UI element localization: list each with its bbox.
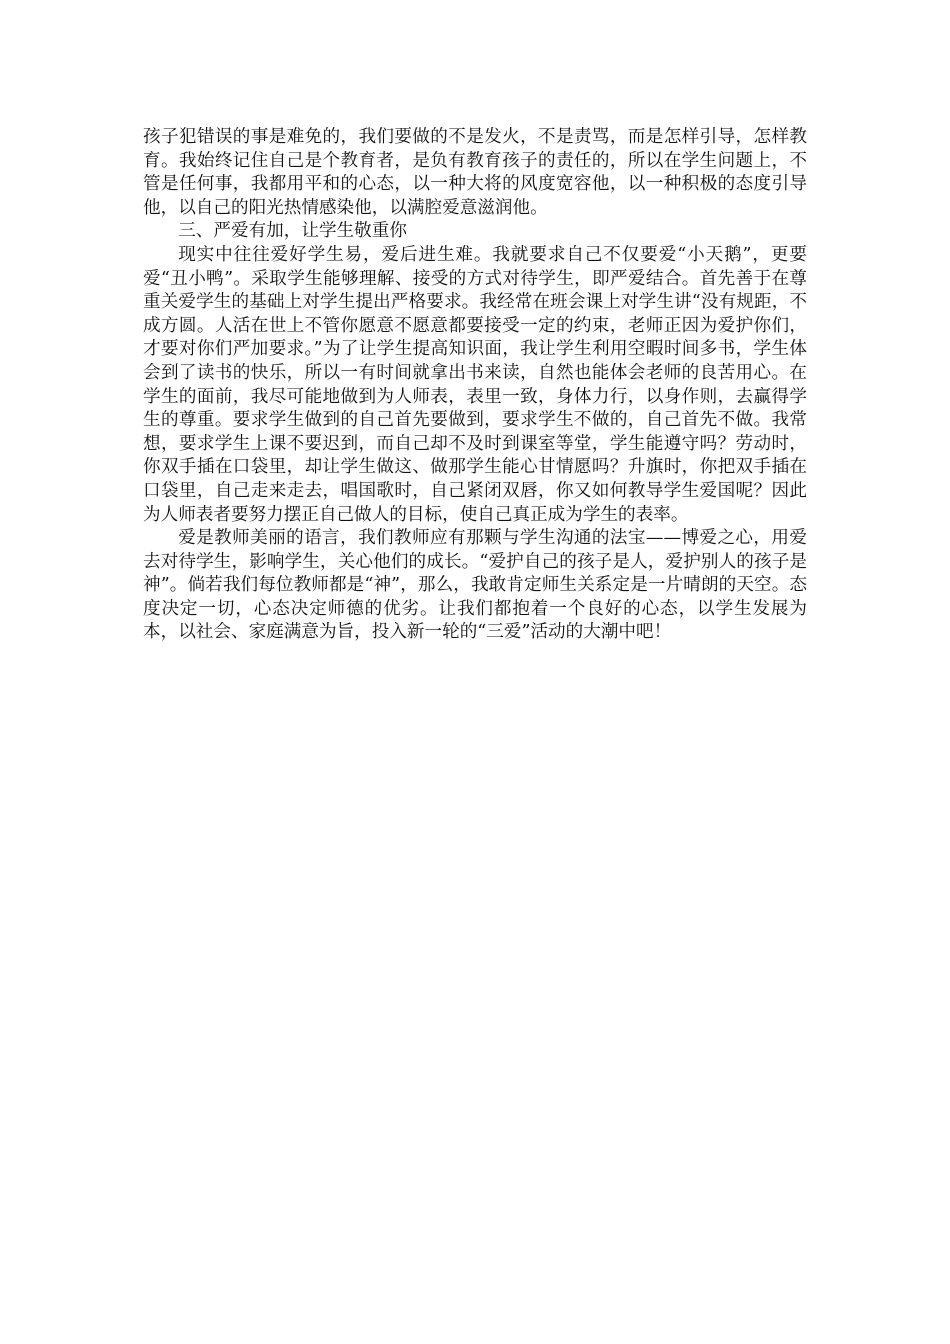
section-heading: 三、严爱有加，让学生敬重你 (178, 221, 407, 242)
paragraph-intro: 孩子犯错误的事是难免的，我们要做的不是发火，不是责骂，而是怎样引导，怎样教育。我始终记住自己是个教育者，是负有教育孩子的责任的，所以在学生问题上，不管是任何事，我都用平和的心态，以一种大将的风度宽容他，以一种积极的态度引导他，以自己的阳光热情感染他，以满腔爱意滋润他。 (143, 127, 807, 218)
paragraph-conclusion: 爱是教师美丽的语言，我们教师应有那颗与学生沟通的法宝——博爱之心，用爱去对待学生，影响学生，关心他们的成长。“爱护自己的孩子是人，爱护别人的孩子是神”。倘若我们每位教师都是“神”，那么，我敢肯定师生关系定是一片晴朗的天空。态度决定一切，心态决定师德的优劣。让我们都抱着一个良好的心态，以学生发展为本，以社会、家庭满意为旨，投入新一轮的“三爱”活动的大潮中吧！ (143, 528, 807, 643)
paragraph-strict-love: 现实中往往爱好学生易，爱后进生难。我就要求自己不仅要爱“小天鹅”，更要爱“丑小鸭”。采取学生能够理解、接受的方式对待学生，即严爱结合。首先善于在尊重关爱学生的基础上对学生提出严格要求。我经常在班会课上对学生讲“没有规距，不成方圆。人活在世上不管你愿意不愿意都要接受一定的约束，老师正因为爱护你们，才要对你们严加要求。”为了让学生提高知识面，我让学生利用空暇时间多书，学生体会到了读书的快乐，所以一有时间就拿出书来读，自然也能体会老师的良苦用心。在学生的面前，我尽可能地做到为人师表，表里一致，身体力行，以身作则，去赢得学生的尊重。要求学生做到的自己首先要做到，要求学生不做的，自己首先不做。我常想，要求学生上课不要迟到，而自己却不及时到课室等堂，学生能遵守吗？劳动时，你双手插在口袋里，却让学生做这、做那学生能心甘情愿吗？升旗时，你把双手插在口袋里，自己走来走去，唱国歌时，自己紧闭双唇，你又如何教导学生爱国呢？因此为人师表者要努力摆正自己做人的目标，使自己真正成为学生的表率。 (143, 244, 807, 525)
document-page (143, 126, 807, 645)
